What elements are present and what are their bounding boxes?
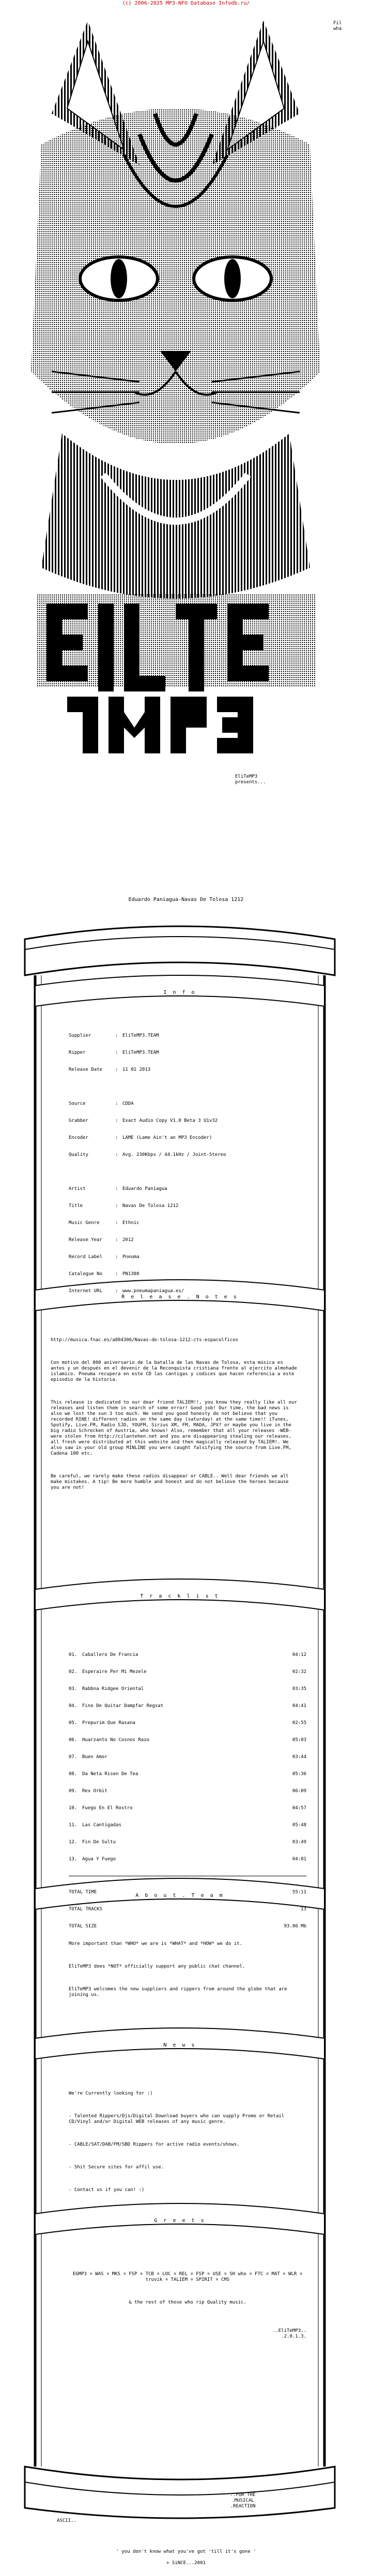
info-row: Record Label : Pneuma <box>69 1254 140 1260</box>
info-row: Release Date : 11 01 2013 <box>69 1067 151 1072</box>
about-p1: More important than *WHO* we are is *WHAT* and *HOW* we do it. <box>69 1941 242 1946</box>
info-row: Title : Navas De Tolosa 1212 <box>69 1203 179 1209</box>
track-row: 13. Agua Y Fuego 04:01 <box>69 1857 306 1862</box>
musical-reaction-note: ..FOR THE .MUSICAL .REACTION <box>230 2492 256 2509</box>
section-news: N e w s <box>163 2042 196 2048</box>
news-item: - Contact us if you can! :) <box>69 2187 145 2193</box>
greets-rest: & the rest of those who rip Quality music. <box>129 2300 246 2305</box>
news-item: - Shit Secure sites for affil use. <box>69 2165 164 2170</box>
greets-signature: ..EliTeMP3.. .2.0.1.3. <box>272 2328 306 2339</box>
footer <box>0 2549 372 2566</box>
track-row: 05. Prepurim Que Rasana 02:55 <box>69 1720 306 1726</box>
info-row: Ripper : EliTeMP3.TEAM <box>69 1050 159 1055</box>
info-block <box>69 1022 306 1306</box>
track-row: 01. Caballero De Francia 04:12 <box>69 1652 306 1657</box>
track-row: 02. Esperaire Per Mi Mezele 02:32 <box>69 1669 306 1675</box>
section-info: I n f o <box>163 990 196 995</box>
info-row: Internet URL : www.pneumapaniagua.es/ <box>69 1289 184 1294</box>
release-notes-p2: This release is dedicated to our dear friend TALIEM!!, you know they really like all our releases and listen them in search of some error! Good job! Our time, the bad news is also we lost the sun 3 too much. We send you good honesty do not believe that you recorded RINE! different radios on the same day (saturday) at the same time!! iTunes, Spotify, Live.FM, Radio SJD, YOUFM, Sirius XM, FM, MADA, JPX? or maybe you live in the big radio Schrecken of Austria, who knows! Also, remember that all your releases -WEB- were stolen from http://cilantehen.net and you are disappearing stealing our releases, all fresh were distributed at this website and then magically released by TALIEM!. We also saw in your old group MINLINE you were caught falsifying the source from Live.FM, Cadena 100 etc. <box>51 1400 297 1456</box>
info-row: Music Genre : Ethnic <box>69 1220 140 1226</box>
total-size-row: TOTAL SIZE 93.06 Mb <box>69 1924 306 1929</box>
greets-list: EGMP3 ¤ WAS ¤ MKS ¤ FSP ¤ TCB ¤ LOC ¤ REL ¤ FSP ¤ USE ¤ SH who ¤ FTC ¤ MAT ¤ WLR ¤ truvik ¤ TALIEM ¤ SPIRIT ¤ CMS <box>72 2272 303 2282</box>
about-p2: EliTeMP3 does *NOT* officially support any public chat channel. <box>69 1964 245 1969</box>
copyright-header: (c) 2006-2025 MP3-NFO Database Infodb.ru/ <box>122 1 250 6</box>
side-note: Fil wha <box>333 21 342 31</box>
track-row: 04. Fino De Quitar Dampfar Regsat 04:41 <box>69 1703 306 1709</box>
footer-quote: ' you don't know what you've got 'till it's gone ' <box>116 2549 256 2554</box>
info-row: Source : CDDA <box>69 1101 134 1106</box>
section-greets: G r e e t s <box>154 2218 206 2224</box>
info-row: Artist : Eduardo Paniagua <box>69 1186 167 1192</box>
track-row: 06. Huarzanto No Cosnos Razo 05:03 <box>69 1737 306 1743</box>
footer-since: + SiNCE...2001 <box>166 2561 206 2566</box>
info-row: Grabber : Exact Audio Copy V1.0 Beta 3 U1v32 <box>69 1118 218 1123</box>
info-row: Encoder : LAME (Lame Ain't an MP3 Encoder) <box>69 1135 212 1140</box>
track-row: 11. Las Cantigadas 05:48 <box>69 1823 306 1828</box>
track-row: 09. Rex Orbit 06:09 <box>69 1789 306 1794</box>
presents-label: EliTeMP3 presents... <box>235 774 266 785</box>
ascii-credit: ASCII.. <box>57 2518 76 2523</box>
total-time-row: TOTAL TIME 55:11 <box>69 1890 306 1895</box>
info-row: Quality : Avg. 230Kbps / 44.1kHz / Joint-Stereo <box>69 1152 226 1157</box>
news-block <box>69 2080 306 2210</box>
release-title: Eduardo Paniagua-Navas De Tolosa 1212 <box>128 897 244 903</box>
news-item: - CABLE/SAT/DAB/FM/SBD Rippers for active radio events/shows. <box>69 2142 240 2147</box>
section-release-notes: R e l e a s e . N o t e s <box>121 1294 238 1300</box>
track-row: 08. Da Neta Risen De Tea 05:36 <box>69 1772 306 1777</box>
cat-art-drawing <box>21 10 331 805</box>
release-notes-block <box>51 1326 309 1508</box>
news-item: - Talented Rippers/Djs/Digital Download buyers who can supply Promo or Retail CD/Vinyl and/or Digital WEB releases of any music genre. <box>69 2114 285 2124</box>
release-notes-p1: Con motivo del 800 aniversario de la batalla de las Navas de Tolosa, esta música es antes y un después en el devenir de la Reconquista cristiana frente al ejercito almohade islamico. Pneuma recupera en este CD las cantigas y codices que hacen referencia a este episodio de la historia. <box>51 1360 297 1382</box>
release-notes-p3: Be careful, we rarely make these radios disappear or CABLE.. Well dear friends we all make mistakes. A tip! Be more humble and honest and do not believe the heroes because you are not! <box>51 1474 289 1490</box>
info-row: Release Year : 2012 <box>69 1237 134 1243</box>
info-row: Supplier : EliTeMP3.TEAM <box>69 1033 159 1038</box>
total-tracks-row: TOTAL TRACKS 13 <box>69 1907 306 1912</box>
track-row: 10. Fuego En El Rostro 04:57 <box>69 1806 306 1811</box>
info-row <box>69 1084 306 1090</box>
track-row: 07. Buen Amor 03:44 <box>69 1754 306 1760</box>
about-block <box>69 1930 306 2015</box>
about-p3: EliTeMP3 welcomes the new suppliers and rippers from around the globe that are joining us. <box>69 1987 287 1998</box>
track-row: 12. Fin De Sultu 03:49 <box>69 1840 306 1845</box>
info-row <box>69 1169 306 1175</box>
cat-ascii-art <box>21 10 331 805</box>
info-row: Catalogue No : PN1380 <box>69 1271 140 1277</box>
section-tracklist: T r a c k l i s t <box>140 1593 220 1599</box>
release-notes-url[interactable]: http://musica.fnac.es/a884306/Navas-de-tolosa-1212-cts-espacolficos <box>51 1338 239 1343</box>
track-row: 03. Rabbna Ridgee Oriental 03:35 <box>69 1686 306 1692</box>
news-intro: We're Currently looking for :) <box>69 2091 153 2096</box>
section-about: A b o u t . T e a m <box>135 1893 224 1898</box>
greets-block <box>69 2260 306 2351</box>
nfo-scroll <box>14 919 345 2529</box>
